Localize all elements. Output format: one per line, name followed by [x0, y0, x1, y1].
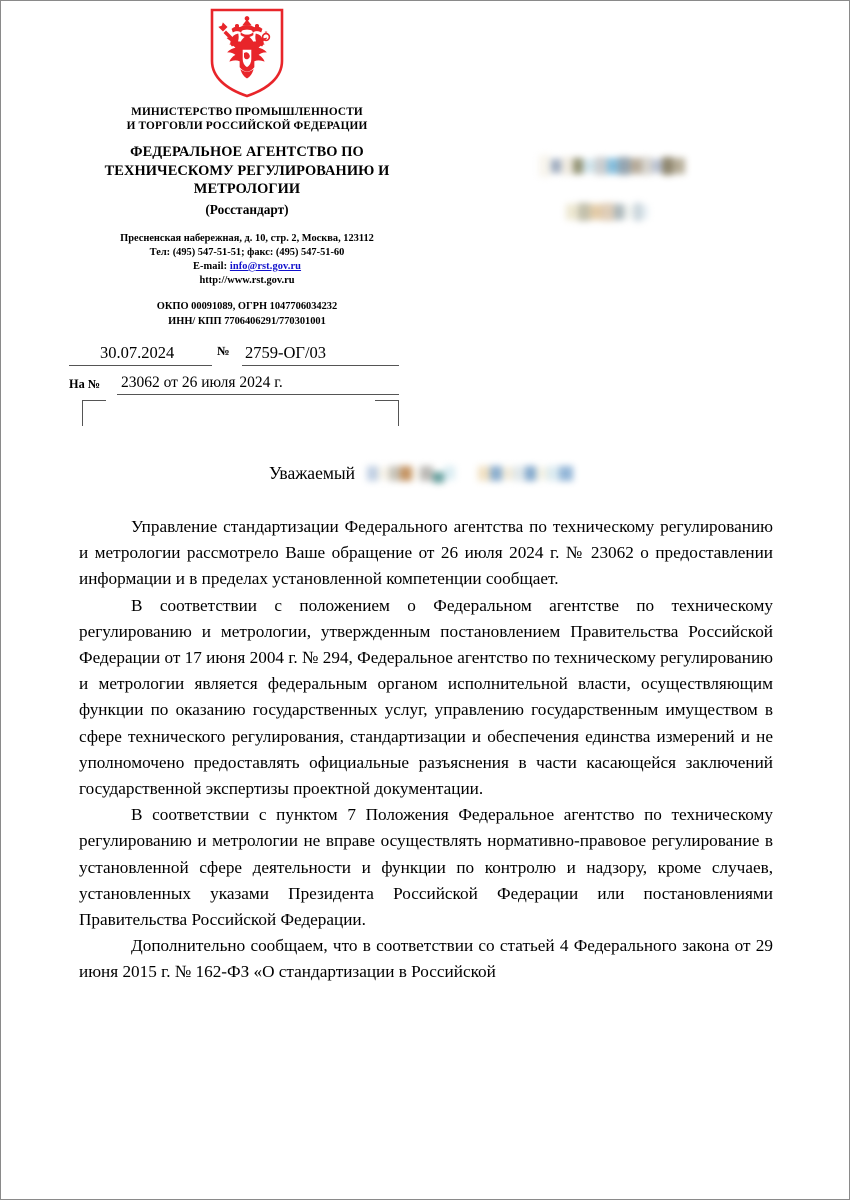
contact-details	[79, 232, 415, 289]
ministry-name	[79, 105, 415, 133]
body-paragraph: В соответствии с положением о Федеральном агентстве по техническому регулированию и метрологии, утвержденным постановлением Правительства Российской Федерации от 17 июня 2004 г. № 294, Федеральное агентство по техническому регулированию и метрологии является федеральным органом исполнительной власти, осуществляющим функции по оказанию государственных услуг, управлению государственным имуществом в сфере технического регулирования, стандартизации и обеспечения единства измерений и не уполномочено предоставлять официальные разъяснения в части касающейся заключений государственной экспертизы проектной документации.	[79, 595, 773, 799]
body-paragraph: В соответствии с пунктом 7 Положения Федеральное агентство по техническому регулированию и метрологии не вправе осуществлять нормативно-правовое регулирование в установленной сфере деятельности и функции по контролю и надзору, кроме случаев, установленных указами Президента Российской Федерации или постановлениями Правительства Российской Федерации.	[79, 805, 773, 930]
document-date: 30.07.2024	[100, 343, 175, 362]
agency-name	[79, 143, 415, 199]
redacted-addressee-line-1	[539, 155, 685, 177]
incoming-label: На №	[69, 377, 101, 391]
letter-body	[79, 514, 773, 986]
registration-codes	[79, 300, 415, 328]
agency-line-1: ФЕДЕРАЛЬНОЕ АГЕНТСТВО ПО	[130, 144, 364, 160]
rule-gap	[212, 364, 242, 366]
postal-address: Пресненская набережная, д. 10, стр. 2, Москва, 123112	[120, 232, 374, 244]
email-link[interactable]: info@rst.gov.ru	[229, 260, 302, 272]
reference-block	[69, 342, 399, 428]
number-sign: №	[217, 344, 230, 358]
salutation	[269, 463, 573, 485]
agency-line-2: ТЕХНИЧЕСКОМУ РЕГУЛИРОВАНИЮ И	[104, 162, 390, 179]
date-number-row	[69, 342, 399, 366]
incoming-reference-row	[69, 374, 399, 396]
body-paragraph: Дополнительно сообщаем, что в соответствии со статьей 4 Федерального закона от 29 июня 2015 г. № 162-ФЗ «О стандартизации в Российской	[79, 936, 773, 982]
body-paragraph: Управление стандартизации Федерального агентства по техническому регулированию и метрологии рассмотрело Ваше обращение от 26 июля 2024 г. № 23062 о предоставлении информации и в пределах установленной компетенции сообщает.	[79, 517, 773, 589]
inn-kpp: ИНН/ КПП 7706406291/770301001	[168, 315, 326, 327]
redacted-addressee-line-2	[566, 201, 648, 223]
ministry-line-2: И ТОРГОВЛИ РОССИЙСКОЙ ФЕДЕРАЦИИ	[126, 120, 368, 132]
corner-mark-left-icon	[82, 400, 106, 426]
incoming-number: 23062 от 26 июля 2024 г.	[121, 374, 283, 391]
redacted-recipient-name	[367, 464, 455, 484]
website-url: http://www.rst.gov.ru	[199, 275, 295, 287]
russian-coat-of-arms-icon	[208, 7, 286, 99]
email-label: E-mail:	[192, 260, 228, 272]
phone-fax: Тел: (495) 547-51-51; факс: (495) 547-51-60	[149, 246, 345, 258]
addressee-block	[536, 151, 766, 231]
redacted-recipient-patronymic	[478, 464, 573, 484]
addressee-corner-marks	[69, 400, 399, 428]
salutation-greeting: Уважаемый	[269, 463, 356, 483]
okpo-ogrn: ОКПО 00091089, ОГРН 1047706034232	[156, 301, 338, 313]
email-row	[79, 260, 415, 274]
agency-line-3: МЕТРОЛОГИИ	[193, 181, 301, 197]
outgoing-number: 2759-ОГ/03	[245, 343, 327, 362]
corner-mark-right-icon	[375, 400, 399, 426]
ministry-line-1: МИНИСТЕРСТВО ПРОМЫШЛЕННОСТИ	[131, 106, 363, 118]
letterhead	[79, 7, 415, 329]
agency-short-name: (Росстандарт)	[205, 201, 289, 217]
